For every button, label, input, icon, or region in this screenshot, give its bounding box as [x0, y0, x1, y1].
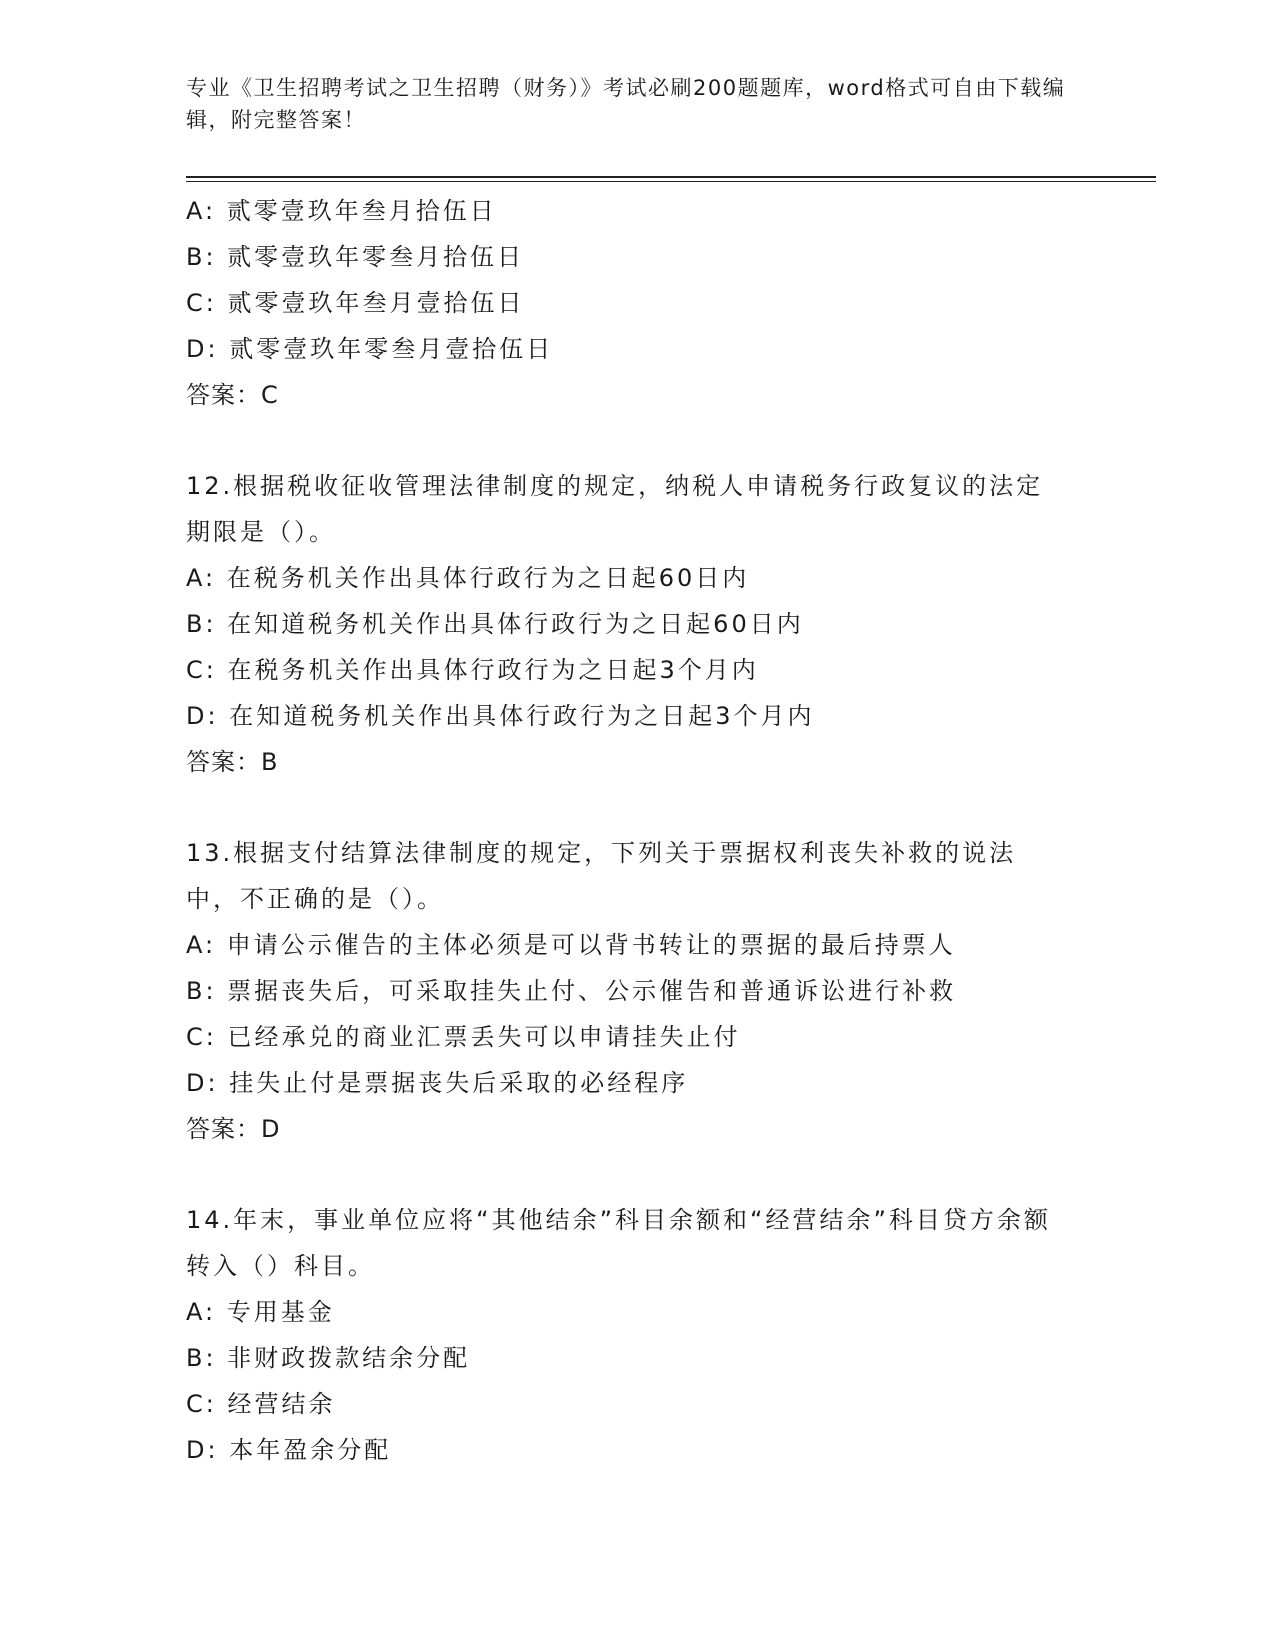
answer-label: 答案： [186, 1115, 261, 1143]
question-11 [186, 188, 1066, 418]
question-list [186, 188, 1066, 1473]
answer-value: D [261, 1115, 281, 1143]
option-b: B: 票据丧失后，可采取挂失止付、公示催告和普通诉讼进行补救 [186, 977, 957, 1005]
option-d: D: 挂失止付是票据丧失后采取的必经程序 [186, 1069, 689, 1097]
question-13 [186, 830, 1066, 1152]
question-text: 13.根据支付结算法律制度的规定，下列关于票据权利丧失补救的说法中，不正确的是（）。 [186, 839, 1017, 913]
question-text: 14.年末，事业单位应将“其他结余”科目余额和“经营结余”科目贷方余额转入（）科目。 [186, 1206, 1051, 1280]
option-a: A: 贰零壹玖年叁月拾伍日 [186, 197, 497, 225]
answer-line [186, 372, 1066, 418]
document-header: 专业《卫生招聘考试之卫生招聘（财务）》考试必刷200题题库，word格式可自由下载编辑，附完整答案！ [186, 76, 1066, 132]
question-text: 12.根据税收征收管理法律制度的规定，纳税人申请税务行政复议的法定期限是（）。 [186, 472, 1044, 546]
question-12 [186, 463, 1066, 785]
option-c: C: 经营结余 [186, 1390, 336, 1418]
option-a: A: 专用基金 [186, 1298, 335, 1326]
option-a: A: 在税务机关作出具体行政行为之日起60日内 [186, 564, 750, 592]
answer-label: 答案： [186, 748, 261, 776]
question-14 [186, 1197, 1066, 1473]
option-d: D: 在知道税务机关作出具体行政行为之日起3个月内 [186, 702, 815, 730]
answer-line [186, 1106, 1066, 1152]
option-d: D: 贰零壹玖年零叁月壹拾伍日 [186, 335, 554, 363]
option-d: D: 本年盈余分配 [186, 1436, 392, 1464]
option-b: B: 在知道税务机关作出具体行政行为之日起60日内 [186, 610, 804, 638]
option-b: B: 贰零壹玖年零叁月拾伍日 [186, 243, 525, 271]
option-c: C: 在税务机关作出具体行政行为之日起3个月内 [186, 656, 759, 684]
option-c: C: 已经承兑的商业汇票丢失可以申请挂失止付 [186, 1023, 741, 1051]
answer-line [186, 739, 1066, 785]
header-divider-thick [186, 176, 1156, 178]
answer-label: 答案： [186, 381, 261, 409]
option-a: A: 申请公示催告的主体必须是可以背书转让的票据的最后持票人 [186, 931, 956, 959]
answer-value: B [261, 748, 279, 776]
option-b: B: 非财政拨款结余分配 [186, 1344, 471, 1372]
option-c: C: 贰零壹玖年叁月壹拾伍日 [186, 289, 525, 317]
answer-value: C [261, 381, 279, 409]
header-divider-thin [186, 181, 1156, 182]
